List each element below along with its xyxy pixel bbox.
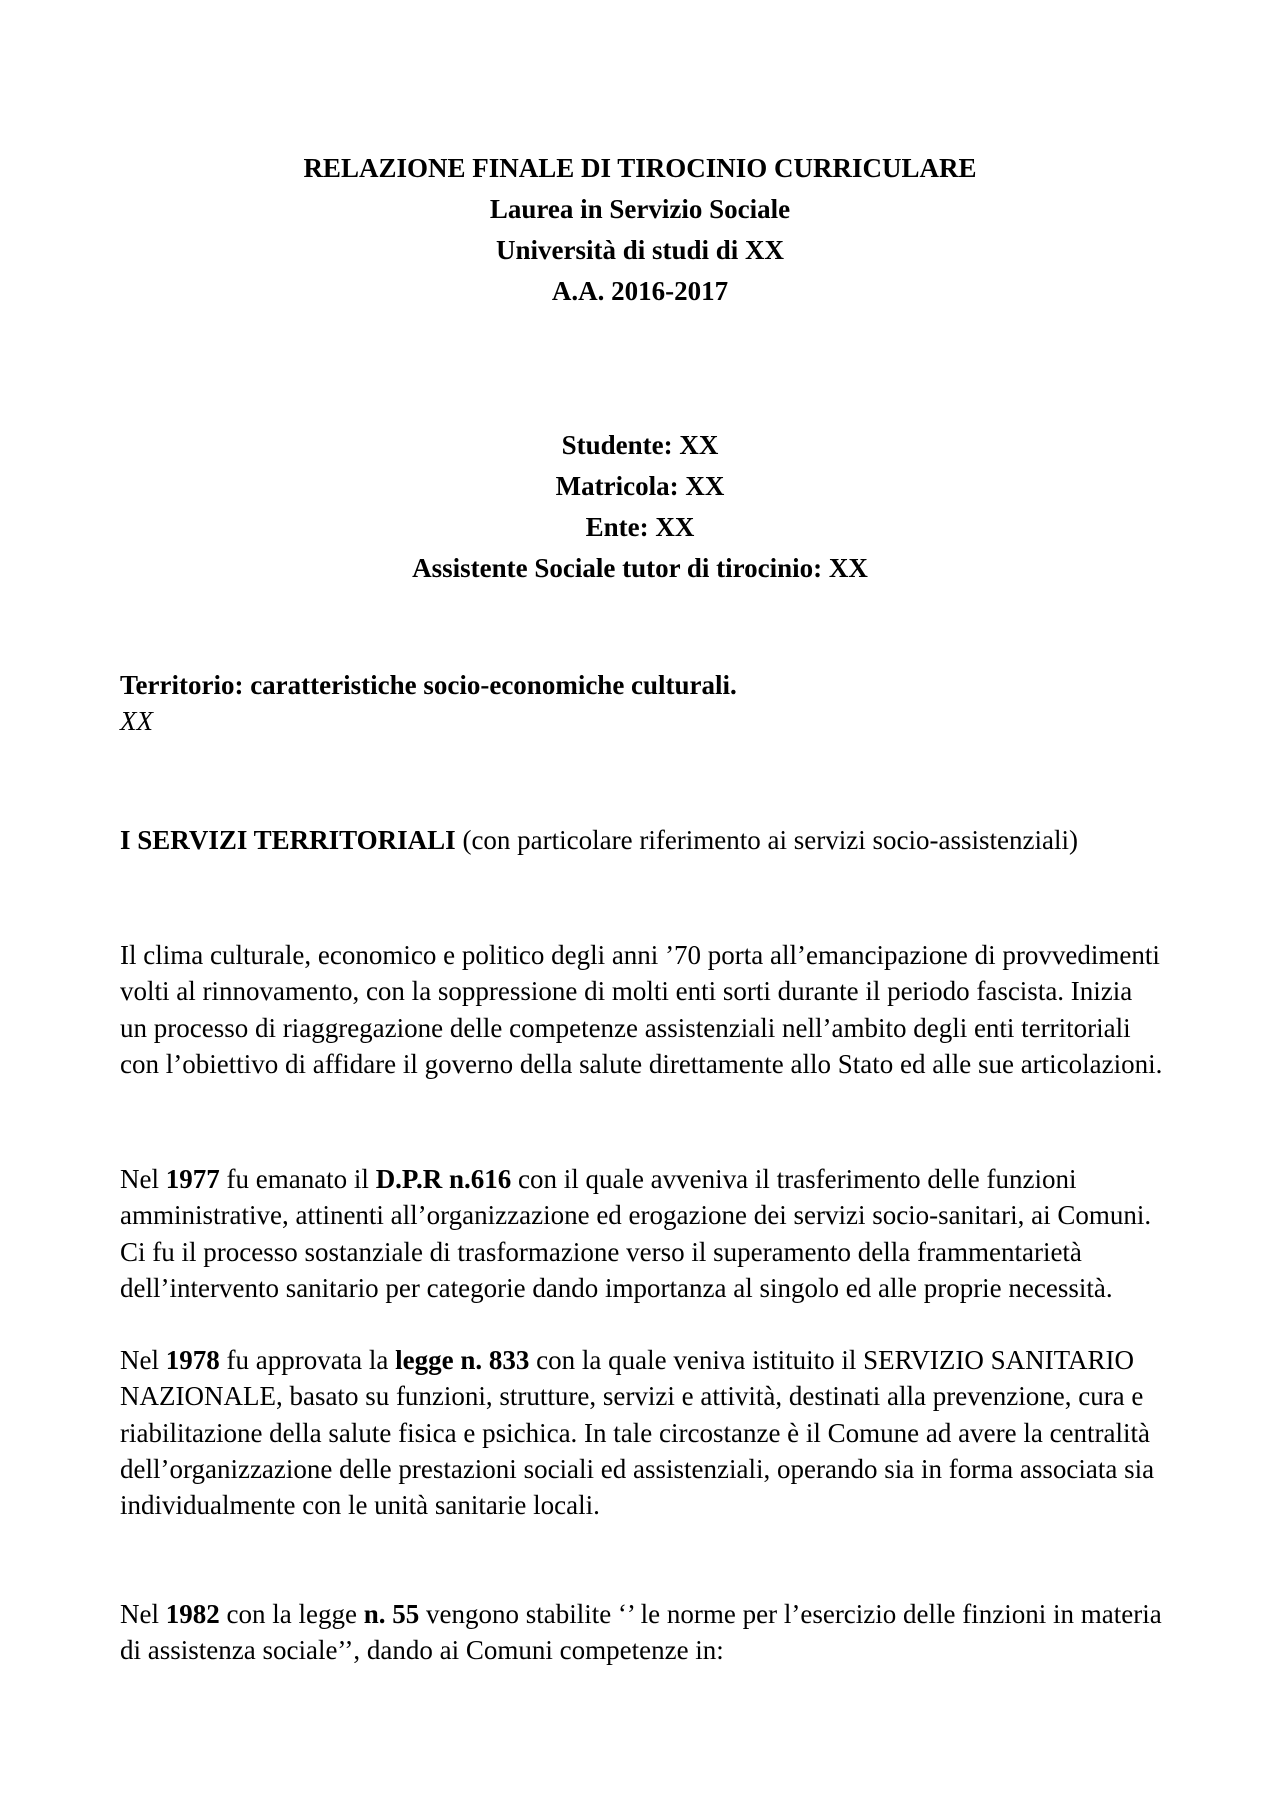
student-line: Studente: XX [561,430,719,460]
p4-text-b: con la legge [219,1599,364,1629]
servizi-heading-bold: I SERVIZI TERRITORIALI [120,825,456,855]
paragraph-1-text: Il clima culturale, economico e politico degli anni ’70 porta all’emancipazione di provvedimenti volti al rinnovamento, con la soppressione di molti enti sorti durante il periodo fascista. Inizia un processo di riaggregazione delle competenze assistenziali nell’ambito degli enti territoriali con l’obiettivo di affidare il governo della salute direttamente allo Stato ed alle sue articolazioni. [120,940,1163,1079]
document-title: RELAZIONE FINALE DI TIROCINIO CURRICULARE [303,153,977,183]
territorio-section [120,667,1165,740]
paragraph-3 [120,1342,1165,1523]
degree-line: Laurea in Servizio Sociale [489,194,791,224]
paragraph-4 [120,1596,1165,1669]
p3-text-a: Nel [120,1345,166,1375]
academic-year-line: A.A. 2016-2017 [551,276,729,306]
p3-text-c: con la quale veniva istituito il SERVIZIO SANITARIO NAZIONALE, basato su funzioni, strutture, servizi e attività, destinati alla prevenzione, cura e riabilitazione della salute fisica e psichica. In tale circostanze è il Comune ad avere la centralità dell’organizzazione delle prestazioni sociali ed assistenziali, operando sia in forma associata sia individualmente con le unità sanitarie locali. [120,1345,1155,1521]
territorio-heading: Territorio: caratteristiche socio-economiche culturali. [120,670,737,700]
paragraph-1 [120,937,1165,1082]
p3-year: 1978 [165,1345,220,1375]
paragraph-2 [120,1161,1165,1306]
university-line: Università di studi di XX [495,235,785,265]
p3-law: legge n. 833 [395,1345,530,1375]
p3-text-b: fu approvata la [219,1345,396,1375]
p4-year: 1982 [165,1599,220,1629]
servizi-heading [120,822,1165,858]
tutor-line: Assistente Sociale tutor di tirocinio: XX [412,553,868,583]
p4-text-c: vengono stabilite ‘’ le norme per l’esercizio delle finzioni in materia di assistenza sociale’’, dando ai Comuni competenze in: [120,1599,1162,1666]
p2-text-c: con il quale avveniva il trasferimento delle funzioni amministrative, attinenti all’organizzazione ed erogazione dei servizi socio-sanitari, ai Comuni. Ci fu il processo sostanziale di trasformazione verso il superamento della frammentarietà dell’intervento sanitario per categorie dando importanza al singolo ed alle proprie necessità. [120,1164,1152,1303]
p2-law: D.P.R n.616 [375,1164,512,1194]
ente-line: Ente: XX [585,512,695,542]
servizi-heading-rest: con particolare riferimento ai servizi socio-assistenziali [471,825,1069,855]
p4-law: n. 55 [363,1599,420,1629]
matricola-line: Matricola: XX [555,471,725,501]
p2-text-a: Nel [120,1164,166,1194]
document-header [0,148,1280,312]
servizi-heading-paren-open: ( [455,825,472,855]
p2-year: 1977 [165,1164,220,1194]
servizi-heading-paren-close: ) [1068,825,1078,855]
p4-text-a: Nel [120,1599,166,1629]
territorio-value: XX [120,706,153,737]
student-info [0,425,1280,589]
p2-text-b: fu emanato il [219,1164,376,1194]
